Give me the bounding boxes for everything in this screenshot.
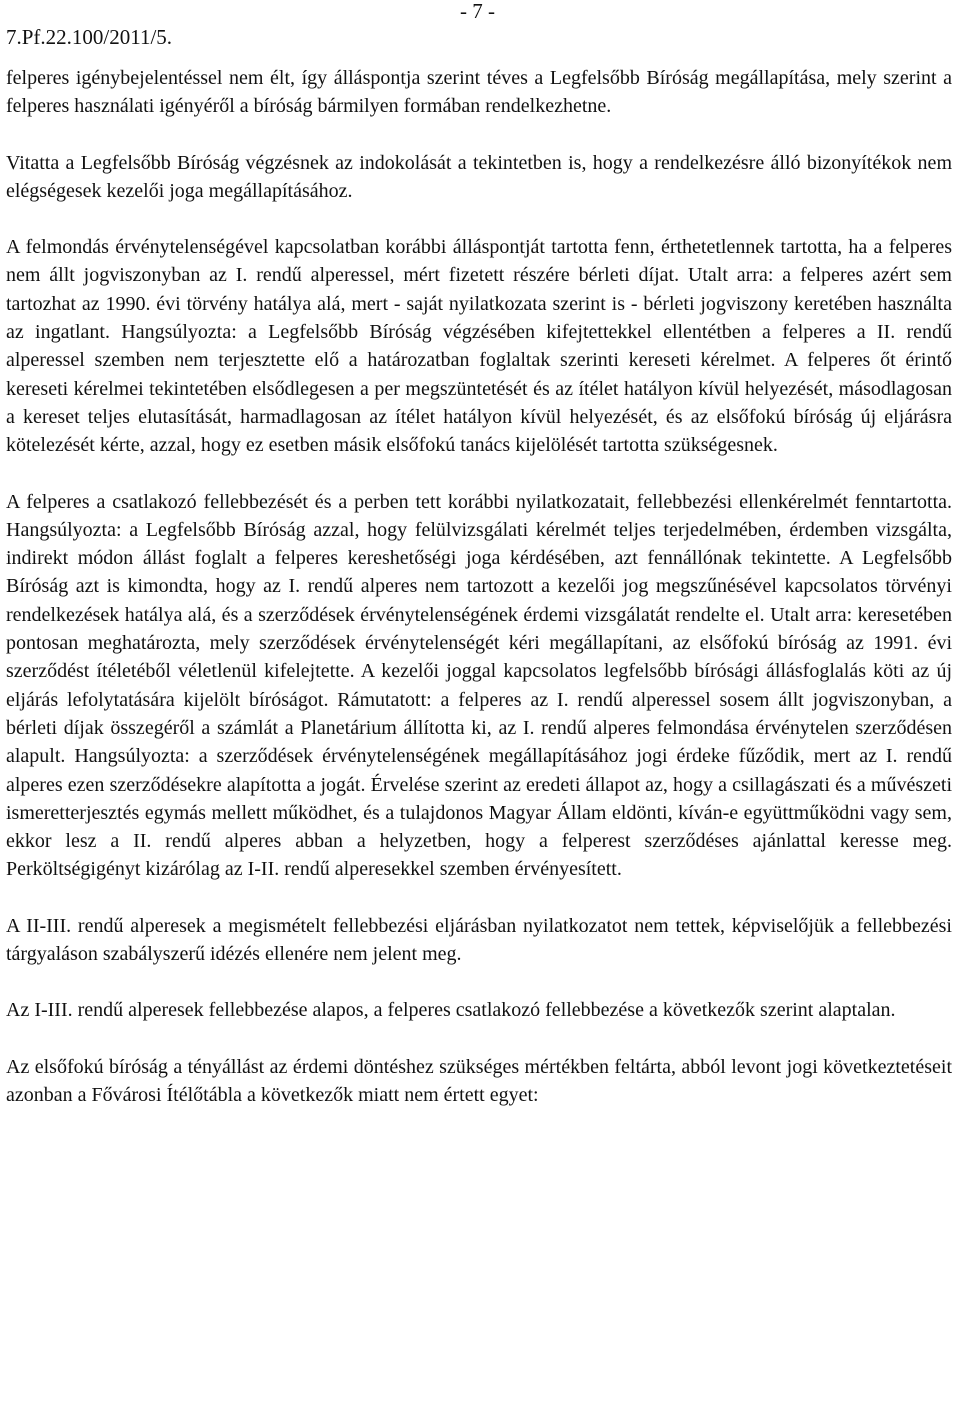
paragraph: Az I-III. rendű alperesek fellebbezése alapos, a felperes csatlakozó fellebbezése a következők szerint alaptalan. [6, 999, 896, 1022]
paragraph: A II-III. rendű alperesek a megismételt fellebbezési eljárásban nyilatkozatot nem tettek, képviselőjük a fellebbezési tárgyaláson szabályszerű idézés ellenére nem jelent meg. [6, 914, 952, 966]
page-header [6, 0, 952, 52]
paragraph: Az elsőfokú bíróság a tényállást az érdemi döntéshez szükséges mértékben feltárta, abból levont jogi következtetéseit azonban a Fővárosi Ítélőtábla a következők miatt nem értett egyet: [6, 1055, 952, 1106]
case-number: 7.Pf.22.100/2011/5. [6, 25, 173, 49]
paragraph: felperes igénybejelentéssel nem élt, így álláspontja szerint téves a Legfelsőbb Bíróság megállapítása, mely szerint a felperes használati igényéről a bíróság bármilyen formában rendelkezhetne. [6, 67, 952, 118]
document-body [6, 64, 952, 1109]
document-page [6, 0, 952, 1137]
paragraph: Vitatta a Legfelsőbb Bíróság végzésnek az indokolását a tekintetben is, hogy a rendelkezésre álló bizonyítékok nem elégségesek kezelői joga megállapításához. [6, 151, 952, 202]
paragraph: A felmondás érvénytelenségével kapcsolatban korábbi álláspontját tartotta fenn, érthetetlennek tartotta, ha a felperes nem állt jogviszonyban az I. rendű alperessel, mért fizetett részére bérleti díjat. Utalt arra: a felperes azért sem tartozhat az 1990. évi törvény hatálya alá, mert - saját nyilatkozata szerint is - bérleti jogviszony keretében használta az ingatlant. Hangsúlyozta: a Legfelsőbb Bíróság végzésében kifejtettekkel ellentétben a felperes a II. rendű alperessel szemben nem terjesztette elő a határozatban foglaltak szerinti kereseti kérelmet. A felperes őt érintő kereseti kérelmei tekintetében elsődlegesen a per megszüntetését és az ítélet hatályon kívül helyezését, másodlagosan a kereset teljes elutasítását, harmadlagosan az ítélet hatályon kívül helyezését, és az elsőfokú bíróság új eljárásra kötelezését kérte, azzal, hogy ez esetben másik elsőfokú tanács kijelölését tartotta szükségesnek. [6, 236, 952, 457]
paragraph: A felperes a csatlakozó fellebbezését és a perben tett korábbi nyilatkozatait, fellebbezési ellenkérelmét fenntartotta. Hangsúlyozta: a Legfelsőbb Bíróság azzal, hogy felülvizsgálati kérelmét teljes terjedelmében, érdemben vizsgálta, indirekt módon állást foglalt a felperes kereshetőségi joga kérdésében, azt fennállónak tekintette. A Legfelsőbb Bíróság azt is kimondta, hogy az I. rendű alperes nem tartozott a kezelői jog megszűnésével kapcsolatos törvényi rendelkezések hatálya alá, és a szerződések érvénytelenségének érdemi vizsgálatát rendelte el. Utalt arra: keresetében pontosan meghatározta, mely szerződések érvénytelenségét kéri megállapítani, az elsőfokú bíróság az 1991. évi szerződést ítéletéből véletlenül kifelejtette. A kezelői joggal kapcsolatos legfelsőbb bírósági állásfoglalás köti az új eljárás lefolytatására kijelölt bíróságot. Rámutatott: a felperes az I. rendű alperessel sosem állt jogviszonyban, a bérleti díjak összegéről a számlát a Planetárium állította ki, az I. rendű alperes felmondása érvénytelen szerződésen alapult. Hangsúlyozta: a szerződések érvénytelenségének megállapításához jogi érdeke fűződik, mert az I. rendű alperes ezen szerződésekre alapította a jogát. Érvelése szerint az eredeti állapot az, hogy a csillagászati és a művészeti ismeretterjesztés egymás mellett működhet, és a tulajdonos Magyar Állam eldönti, kíván-e együttműködni vagy sem, ekkor lesz a II. rendű alperes abban a helyzetben, hogy a felperest szerződéses ajánlattal keresse meg. Perköltségigényt kizárólag az I-II. rendű alperesekkel szemben érvényesített. [6, 490, 952, 881]
page-number: - 7 - [460, 0, 495, 23]
